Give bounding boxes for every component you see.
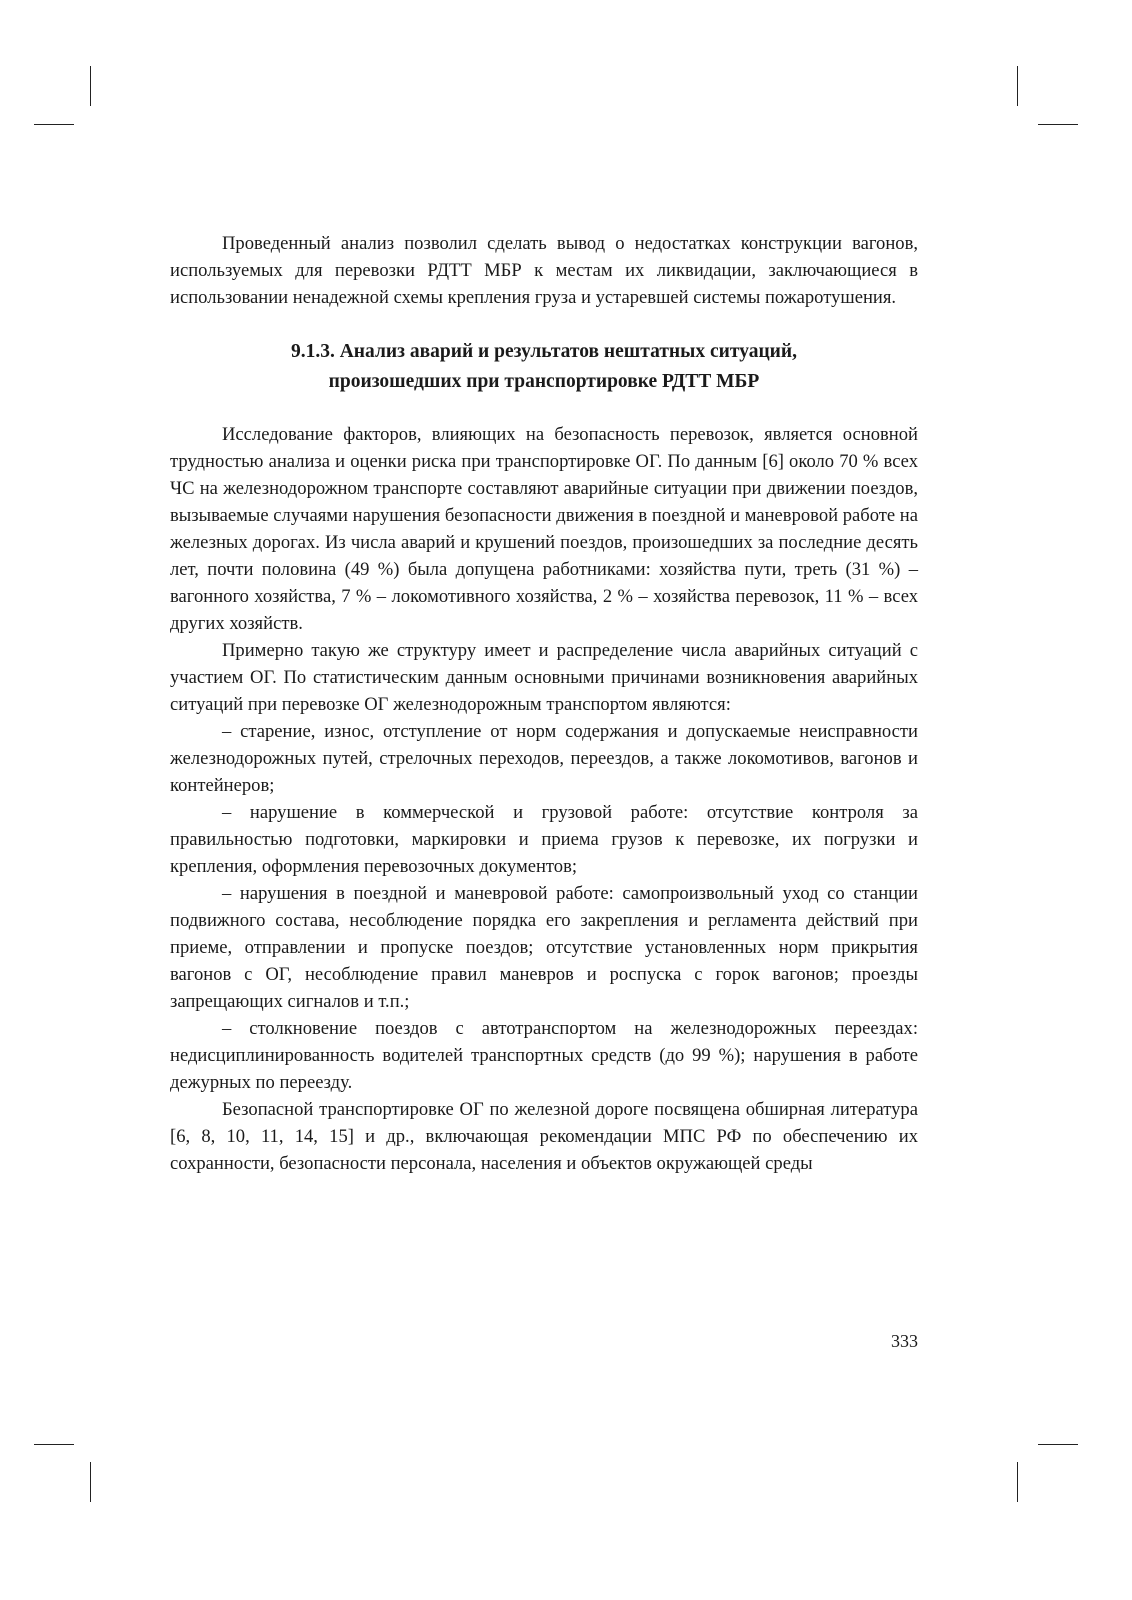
list-item-commercial: – нарушение в коммерческой и грузовой работе: отсутствие контроля за правильностью подготовки, маркировки и приема грузов к перевозке, их погрузки и крепления, оформления перевозочных документов; — [170, 802, 918, 877]
page-number: 333 — [891, 1331, 918, 1351]
crop-mark-bottom-right-horizontal — [1038, 1444, 1078, 1445]
crop-mark-top-right-vertical — [1017, 66, 1018, 106]
list-item-train-work: – нарушения в поездной и маневровой работе: самопроизвольный уход со станции подвижного состава, несоблюдение порядка его закрепления и регламента действий при приеме, отправлении и пропуске поездов; отсутствие установленных норм прикрытия вагонов с ОГ, несоблюдение правил маневров и роспуска с горок вагонов; проезды запрещающих сигналов и т.п.; — [170, 883, 918, 1012]
section-heading-line-1: 9.1.3. Анализ аварий и результатов нештатных ситуаций, — [290, 341, 798, 362]
section-heading — [170, 337, 918, 397]
crop-mark-bottom-left-vertical — [90, 1462, 91, 1502]
paragraph-literature: Безопасной транспортировке ОГ по железной дороге посвящена обширная литература [6, 8, 10, 11, 14, 15] и др., включающая рекомендации МПС РФ по обеспечению их сохранности, безопасности персонала, населения и объектов окружающей среды — [170, 1099, 918, 1174]
page-body — [170, 230, 918, 1177]
section-heading-line-2: произошедших при транспортировке РДТТ МБР — [328, 371, 760, 392]
intro-paragraph: Проведенный анализ позволил сделать вывод о недостатках конструкции вагонов, используемых для перевозки РДТТ МБР к местам их ликвидации, заключающиеся в использовании ненадежной схемы крепления груза и устаревшей системы пожаротушения. — [170, 233, 918, 308]
paragraph-structure: Примерно такую же структуру имеет и распределение числа аварийных ситуаций с участием ОГ. По статистическим данным основными причинами возникновения аварийных ситуаций при перевозке ОГ железнодорожным транспортом являются: — [170, 640, 918, 715]
crop-mark-top-left-horizontal — [34, 124, 74, 125]
list-item-aging: – старение, износ, отступление от норм содержания и допускаемые неисправности железнодорожных путей, стрелочных переходов, переездов, а также локомотивов, вагонов и контейнеров; — [170, 721, 918, 796]
crop-mark-top-right-horizontal — [1038, 124, 1078, 125]
crop-mark-top-left-vertical — [90, 66, 91, 106]
crop-mark-bottom-left-horizontal — [34, 1444, 74, 1445]
crop-mark-bottom-right-vertical — [1017, 1462, 1018, 1502]
paragraph-factors: Исследование факторов, влияющих на безопасность перевозок, является основной трудностью анализа и оценки риска при транспортировке ОГ. По данным [6] около 70 % всех ЧС на железнодорожном транспорте составляют аварийные ситуации при движении поездов, вызываемые случаями нарушения безопасности движения в поездной и маневровой работе на железных дорогах. Из числа аварий и крушений поездов, произошедших за последние десять лет, почти половина (49 %) была допущена работниками: хозяйства пути, треть (31 %) – вагонного хозяйства, 7 % – локомотивного хозяйства, 2 % – хозяйства перевозок, 11 % – всех других хозяйств. — [170, 424, 919, 634]
list-item-collisions: – столкновение поездов с автотранспортом на железнодорожных переездах: недисциплинированность водителей транспортных средств (до 99 %); нарушения в работе дежурных по переезду. — [170, 1018, 918, 1093]
